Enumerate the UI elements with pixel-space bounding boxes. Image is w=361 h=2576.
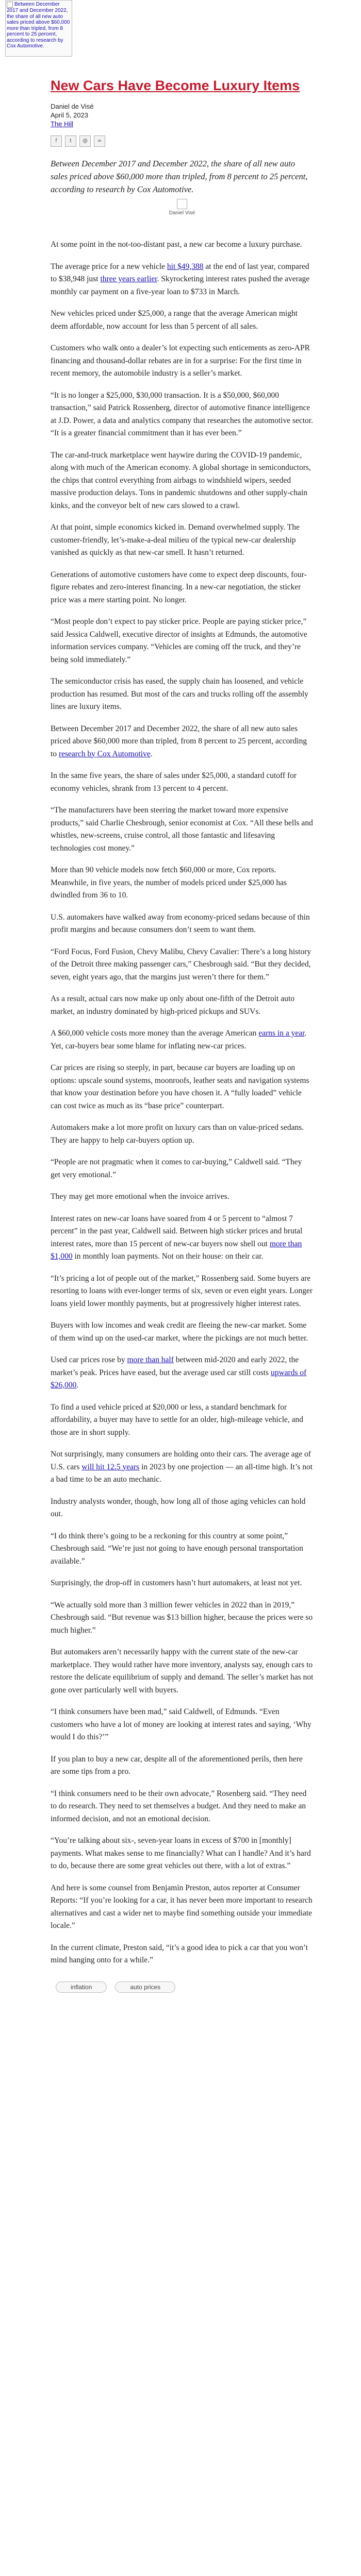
paragraph-text: . Yet, car-buyers bear some blame for inflating new-car prices.	[51, 1029, 307, 1050]
article-paragraph	[51, 1062, 314, 1112]
publication-link[interactable]: The Hill	[51, 120, 74, 128]
article-paragraph	[51, 449, 314, 513]
article-paragraph	[51, 1213, 314, 1263]
paragraph-text: Between December 2017 and December 2022, the share of all new auto sales priced above $60,000 more than tripled, from 8 percent to 25 percent, according to	[51, 724, 307, 758]
hero-image-alt-text: Between December 2017 and December 2022, the share of all new auto sales priced above $60,000 more than tripled, from 8 percent to 25 percent, according to research by Cox Automotive.	[7, 2, 70, 49]
paragraph-text: But automakers aren’t necessarily happy with the current state of the new-car marketplace. They would rather have more inventory, analysts say, enough cars to restore the delicate equilibrium of supply and demand. The seller’s market has not gone over particularly well with buyers.	[51, 1648, 314, 1694]
paragraph-text: “I think consumers have been mad,” said Caldwell, of Edmunds. “Even customers who have a lot of money are looking at interest rates and saying, ‘Why would I do this?’”	[51, 1707, 311, 1741]
paragraph-text: Car prices are rising so steeply, in part, because car buyers are loading up on options: upscale sound systems, moonroofs, leather seats and navigation systems that know your destination before you have chosen it. A “fully loaded” vehicle can cost twice as much as its “base price” counterpart.	[51, 1063, 309, 1110]
paragraph-text: Interest rates on new-car loans have soared from 4 or 5 percent to “almost 7 percent” in the past year, Caldwell said. Between high sticker prices and brutal interest rates, more than 15 percent of new-car buyers now shell out	[51, 1214, 303, 1248]
tag-list	[51, 1981, 314, 1993]
article-paragraph	[51, 261, 314, 299]
article-title[interactable]: New Cars Have Become Luxury Items	[51, 78, 300, 93]
article-paragraph	[51, 1577, 314, 1590]
article	[51, 77, 314, 1993]
article-paragraph	[51, 239, 314, 251]
byline	[51, 102, 314, 128]
article-paragraph	[51, 1496, 314, 1521]
inline-link[interactable]: more than $1,000	[51, 1239, 302, 1261]
paragraph-text: Buyers with low incomes and weak credit are fleeing the new-car market. Some of them wind up on the used-car market, where the pickings are not much better.	[51, 1321, 308, 1343]
article-paragraph	[51, 723, 314, 761]
paragraph-text: “I think consumers need to be their own advocate,” Rosenberg said. “They need to do research. They need to set themselves a budget. And they need to make an informed decision, and not an emotional decision.	[51, 1789, 307, 1823]
paragraph-text: . Skyrocketing interest rates pushed the average monthly car payment on a five-year loan to $733 in March.	[51, 275, 310, 296]
article-paragraph	[51, 1882, 314, 1933]
article-paragraph	[51, 616, 314, 666]
paragraph-text: at the end of last year, compared to $38,948 just	[51, 262, 309, 283]
broken-image-icon	[177, 199, 187, 209]
paragraph-text: Customers who walk onto a dealer’s lot expecting such enticements as zero-APR financing and thousand-dollar rebates are in for a surprise: For the first time in recent memory, the automobile industry is a seller’s market.	[51, 344, 310, 378]
article-paragraph	[51, 804, 314, 855]
share-email-icon[interactable]: @	[79, 135, 91, 147]
article-paragraph	[51, 1122, 314, 1147]
tag-pill[interactable]: auto prices	[115, 1981, 175, 1993]
article-paragraph	[51, 1448, 314, 1486]
article-paragraph	[51, 864, 314, 902]
paragraph-text: They may get more emotional when the invoice arrives.	[51, 1192, 229, 1201]
article-paragraph	[51, 770, 314, 795]
article-paragraph	[51, 342, 314, 380]
paragraph-text: As a result, actual cars now make up only about one-fifth of the Detroit auto market, an industry dominated by high-priced pickups and SUVs.	[51, 994, 295, 1016]
paragraph-text: “Ford Focus, Ford Fusion, Chevy Malibu, Chevy Cavalier: There’s a long history of the Detroit three making passenger cars,” Chesbrough said. “But they decided, seven, eight years ago, that the margins just weren’t there for them.”	[51, 947, 311, 981]
article-dek: Between December 2017 and December 2022, the share of all new auto sales priced above $60,000 more than tripled, from 8 percent to 25 percent, according to research by Cox Automotive.	[51, 159, 308, 194]
article-paragraph	[51, 308, 314, 333]
author: Daniel de Visé	[51, 103, 94, 110]
paragraph-text: At that point, simple economics kicked in. Demand overwhelmed supply. The customer-friendly, let’s-make-a-deal milieu of the typical new-car dealership vanished as quickly as that new-car smell. It hasn’t returned.	[51, 523, 300, 557]
broken-image-icon	[7, 2, 13, 8]
inline-link[interactable]: will hit 12.5 years	[81, 1462, 140, 1471]
paragraph-text: “People are not pragmatic when it comes to car-buying,” Caldwell said. “They get very emotional.”	[51, 1158, 302, 1179]
share-bar	[51, 135, 314, 147]
paragraph-text: “We actually sold more than 3 million fewer vehicles in 2022 than in 2019,” Chesbrough said. “But revenue was $13 billion higher, because the prices were so much higher.”	[51, 1600, 313, 1635]
paragraph-text: “I do think there’s going to be a reckoning for this country at some point,” Chesbrough said. “We’re just not going to have enough personal transportation available.”	[51, 1531, 303, 1566]
paragraph-text: Surprisingly, the drop-off in customers hasn’t hurt automakers, at least not yet.	[51, 1579, 302, 1587]
article-body	[51, 239, 314, 1967]
inline-link[interactable]: hit $49,388	[167, 262, 204, 271]
article-paragraph	[51, 1942, 314, 1967]
tag-pill[interactable]: inflation	[56, 1981, 107, 1993]
paragraph-text: in monthly loan payments. Not on their house: on their car.	[72, 1252, 264, 1261]
paragraph-text: At some point in the not-too-distant past, a new car become a luxury purchase.	[51, 240, 302, 249]
article-paragraph	[51, 911, 314, 937]
paragraph-text: A $60,000 vehicle costs more money than the average American	[51, 1029, 259, 1038]
paragraph-text: The semiconductor crisis has eased, the supply chain has loosened, and vehicle production has resumed. But most of the cars and trucks rolling off the assembly lines are luxury items.	[51, 677, 308, 711]
paragraph-text: In the current climate, Preston said, “it’s a good idea to pick a car that you won’t mind hanging onto for a while.”	[51, 1943, 308, 1964]
paragraph-text: In the same five years, the share of sales under $25,000, a standard cutoff for economy vehicles, shrank from 13 percent to 4 percent.	[51, 771, 297, 793]
paragraph-text: “It’s pricing a lot of people out of the market,” Rossenberg said. Some buyers are resorting to loans with ever-longer terms of six, seven or even eight years. Longer loans yield lower monthly payments, but at progressively higher interest rates.	[51, 1274, 313, 1308]
paragraph-text: New vehicles priced under $25,000, a range that the average American might deem affordable, now account for less than 5 percent of all sales.	[51, 309, 298, 331]
paragraph-text: in 2023 by one projection — an all-time high. It’s not a bad time to be an auto mechanic.	[51, 1462, 313, 1484]
paragraph-text: “It is no longer a $25,000, $30,000 transaction. It is a $50,000, $60,000 transaction,” said Patrick Rossenberg, director of automotive finance intelligence at J.D. Power, a data and analytics company that researches the automotive sector. “It is a greater financial commitment than it has ever been.”	[51, 391, 313, 437]
share-facebook-icon[interactable]: f	[51, 135, 62, 147]
paragraph-text: .	[150, 749, 153, 758]
inline-link[interactable]: earns in a year	[258, 1029, 305, 1038]
paragraph-text: More than 90 vehicle models now fetch $60,000 or more, Cox reports. Meanwhile, in five years, the number of models priced under $25,000 has dwindled from 36 to 10.	[51, 866, 287, 900]
paragraph-text: Generations of automotive customers have come to expect deep discounts, four-figure rebates and zero-interest financing. In a new-car negotiation, the sticker price was a mere starting point. No longer.	[51, 570, 307, 604]
article-paragraph	[51, 1354, 314, 1392]
article-paragraph	[51, 675, 314, 714]
paragraph-text: And here is some counsel from Benjamin Preston, autos reporter at Consumer Reports: “If you’re looking for a car, it has never been more important to research alternatives and cast a wider net to maybe find something outside your immediate locale.”	[51, 1883, 313, 1930]
paragraph-text: U.S. automakers have walked away from economy-priced sedans because of thin profit margins and because consumers don’t seem to want them.	[51, 912, 310, 934]
article-paragraph	[51, 1835, 314, 1873]
article-paragraph	[51, 1319, 314, 1345]
paragraph-text: Not surprisingly, many consumers are holding onto their cars. The average age of U.S. cars	[51, 1450, 311, 1471]
article-paragraph	[51, 1646, 314, 1697]
inline-link[interactable]: upwards of $26,000	[51, 1368, 307, 1389]
paragraph-text: To find a used vehicle priced at $20,000 or less, a standard benchmark for affordability, a buyer may have to settle for an older, high-mileage vehicle, and those are in short supply.	[51, 1402, 304, 1437]
share-link-icon[interactable]: ∞	[94, 135, 105, 147]
image-credit	[51, 199, 314, 216]
paragraph-text: Used car prices rose by	[51, 1355, 127, 1364]
article-paragraph	[51, 1706, 314, 1744]
article-paragraph	[51, 1191, 314, 1204]
article-paragraph	[51, 993, 314, 1018]
article-paragraph	[51, 521, 314, 560]
article-paragraph	[51, 1273, 314, 1311]
paragraph-text: “Most people don’t expect to pay sticker price. People are paying sticker price,” said Jessica Caldwell, executive director of insights at Edmunds, the automotive information services company. “Vehicles are coming off the truck, and they’re being sold immediately.”	[51, 617, 307, 664]
paragraph-text: The average price for a new vehicle	[51, 262, 167, 271]
paragraph-text: Industry analysts wonder, though, how long all of those aging vehicles can hold out.	[51, 1497, 306, 1518]
paragraph-text: The car-and-truck marketplace went haywire during the COVID-19 pandemic, along with much of the American economy. A global shortage in semiconductors, the chips that control everything from airbags to windshield wipers, seeded massive production delays. Tons in pandemic shutdowns and other supply-chain kinks, and the conveyor belt of new cars slowed to a crawl.	[51, 450, 311, 510]
paragraph-text: Automakers make a lot more profit on luxury cars than on value-priced sedans. They are happy to help car-buyers option up.	[51, 1123, 304, 1145]
inline-link[interactable]: research by Cox Automotive	[58, 749, 151, 758]
article-paragraph	[51, 389, 314, 440]
paragraph-text: “You’re talking about six-, seven-year loans in excess of $700 in [monthly] payments. What makes sense to me financially? What can I handle? And it’s hard to do, because there are some great vehicles out there, with a lot of extras.”	[51, 1836, 311, 1870]
paragraph-text: between mid-2020 and early 2022, the market’s peak. Prices have eased, but the average used car still costs	[51, 1355, 299, 1377]
article-paragraph	[51, 1401, 314, 1439]
inline-link[interactable]: three years earlier	[100, 275, 157, 283]
article-paragraph	[51, 1753, 314, 1778]
article-paragraph	[51, 1156, 314, 1181]
article-paragraph	[51, 569, 314, 607]
article-paragraph	[51, 1027, 314, 1053]
paragraph-text: “The manufacturers have been steering the market toward more expensive products,” said Charlie Chesbrough, senior economist at Cox. “All these bells and whistles, new-screens, cruise control, all those fantastic and lifesaving technologies cost money.”	[51, 806, 313, 853]
article-paragraph	[51, 1788, 314, 1826]
article-paragraph	[51, 1599, 314, 1637]
paragraph-text: If you plan to buy a new car, despite all of the aforementioned perils, then here are some tips from a pro.	[51, 1754, 303, 1776]
paragraph-text: .	[76, 1381, 79, 1389]
article-paragraph	[51, 946, 314, 984]
date: April 5, 2023	[51, 111, 88, 119]
hero-image-broken	[5, 0, 72, 57]
inline-link[interactable]: more than half	[127, 1355, 174, 1364]
image-credit-text: Daniel Visé	[169, 210, 195, 216]
share-twitter-icon[interactable]: t	[65, 135, 76, 147]
article-paragraph	[51, 1530, 314, 1568]
